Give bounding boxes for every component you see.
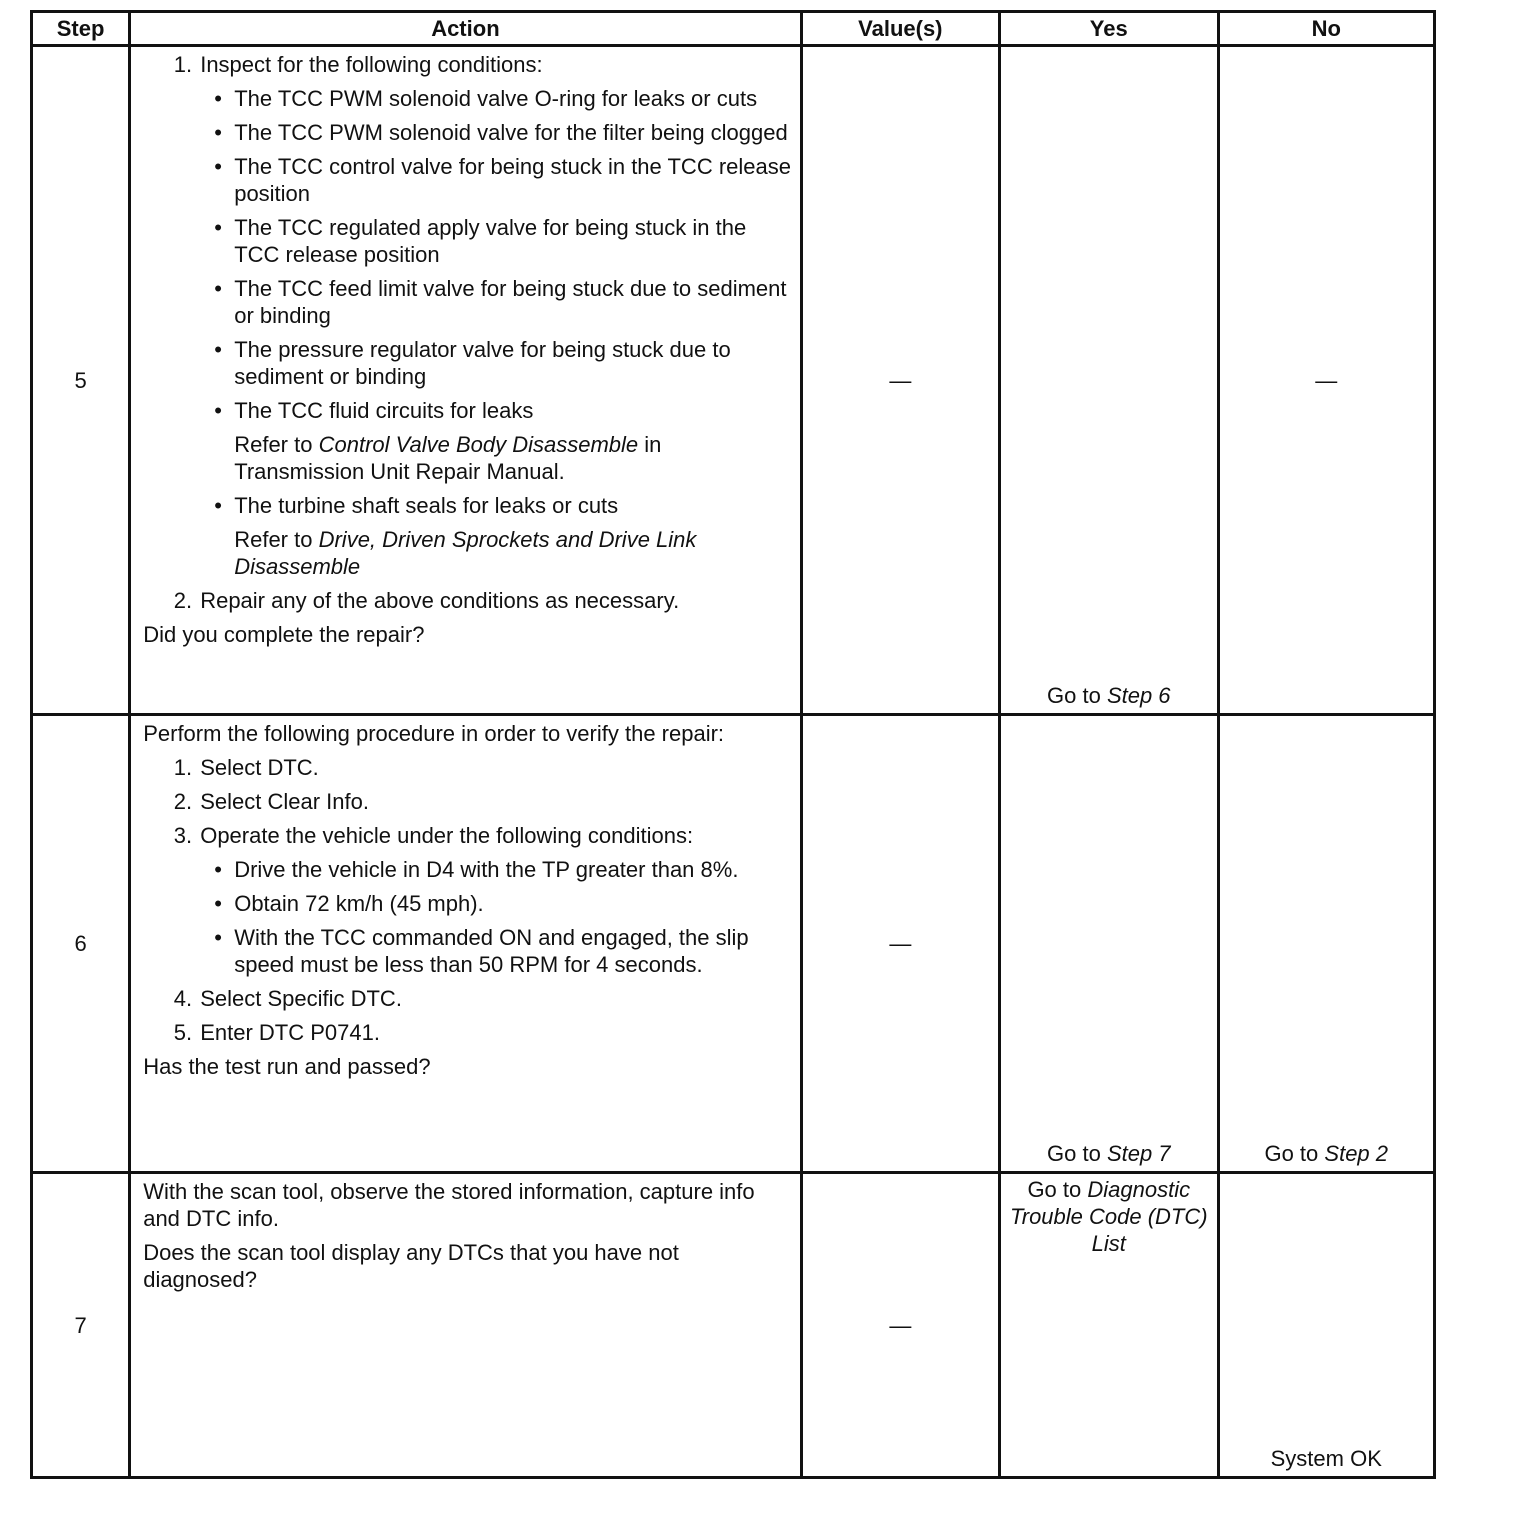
yes-cell bbox=[1000, 46, 1218, 715]
list-item: • The turbine shaft seals for leaks or cuts bbox=[234, 492, 791, 519]
header-values: Value(s) bbox=[801, 12, 999, 46]
goto-prefix: Go to bbox=[1047, 1141, 1101, 1166]
list-item: 2. Repair any of the above conditions as necessary. bbox=[198, 587, 791, 614]
list-item: • With the TCC commanded ON and engaged, the slip speed must be less than 50 RPM for 4 seconds. bbox=[234, 924, 791, 978]
value-dash: — bbox=[889, 1312, 912, 1338]
table-header-row bbox=[32, 12, 1435, 46]
list-item: • The TCC regulated apply valve for being stuck in the TCC release position bbox=[234, 214, 791, 268]
value-cell bbox=[801, 1173, 999, 1478]
dtc-list-link[interactable]: Diagnostic Trouble Code (DTC) List bbox=[1009, 1177, 1208, 1256]
goto-step-link[interactable]: Step 7 bbox=[1106, 1141, 1171, 1166]
no-cell bbox=[1218, 1173, 1435, 1478]
value-dash: — bbox=[889, 367, 912, 393]
step-number: 5 bbox=[32, 46, 130, 715]
list-item: 2. Select Clear Info. bbox=[198, 788, 791, 815]
list-item: • The TCC PWM solenoid valve for the filter being clogged bbox=[234, 119, 791, 146]
list-item: • The TCC control valve for being stuck in the TCC release position bbox=[234, 153, 791, 207]
condition-list bbox=[200, 492, 791, 519]
list-item: • The pressure regulator valve for being stuck due to sediment or binding bbox=[234, 336, 791, 390]
yes-cell bbox=[1000, 715, 1218, 1173]
list-item bbox=[198, 822, 791, 978]
reference-note bbox=[234, 526, 791, 580]
header-action: Action bbox=[130, 12, 801, 46]
no-dash: — bbox=[1315, 367, 1338, 393]
goto-prefix: Go to bbox=[1027, 1177, 1082, 1202]
question-text: Did you complete the repair? bbox=[143, 622, 425, 647]
header-yes: Yes bbox=[1000, 12, 1218, 46]
condition-list bbox=[200, 856, 791, 978]
yes-cell bbox=[1000, 1173, 1218, 1478]
no-cell bbox=[1218, 715, 1435, 1173]
inspect-intro: Inspect for the following conditions: bbox=[200, 52, 543, 77]
goto-step-link[interactable]: Step 2 bbox=[1324, 1141, 1389, 1166]
value-dash: — bbox=[889, 931, 912, 956]
action-cell bbox=[130, 46, 801, 715]
refer-prefix: Refer to bbox=[234, 432, 313, 457]
value-cell bbox=[801, 46, 999, 715]
diagnostic-table bbox=[30, 10, 1436, 1479]
list-item bbox=[198, 51, 791, 580]
list-item: 5. Enter DTC P0741. bbox=[198, 1019, 791, 1046]
goto-step-link[interactable]: Step 6 bbox=[1106, 683, 1171, 708]
operate-step: Operate the vehicle under the following conditions: bbox=[200, 823, 694, 848]
question-text: Has the test run and passed? bbox=[143, 1054, 431, 1079]
list-item: • Obtain 72 km/h (45 mph). bbox=[234, 890, 791, 917]
question-text: Does the scan tool display any DTCs that you have not diagnosed? bbox=[143, 1240, 679, 1292]
reference-link[interactable]: Drive, Driven Sprockets and Drive Link Disassemble bbox=[234, 527, 697, 579]
value-cell bbox=[801, 715, 999, 1173]
refer-prefix: Refer to bbox=[234, 527, 313, 552]
condition-list bbox=[200, 85, 791, 424]
header-step: Step bbox=[32, 12, 130, 46]
reference-note bbox=[234, 431, 791, 485]
list-item: 1. Select DTC. bbox=[198, 754, 791, 781]
goto-prefix: Go to bbox=[1264, 1141, 1319, 1166]
no-cell bbox=[1218, 46, 1435, 715]
procedure-list bbox=[143, 51, 791, 614]
list-item: • The TCC PWM solenoid valve O-ring for leaks or cuts bbox=[234, 85, 791, 112]
list-item: • Drive the vehicle in D4 with the TP greater than 8%. bbox=[234, 856, 791, 883]
action-cell bbox=[130, 1173, 801, 1478]
goto-prefix: Go to bbox=[1047, 683, 1101, 708]
procedure-list bbox=[143, 754, 791, 1046]
reference-link[interactable]: Control Valve Body Disassemble bbox=[318, 432, 639, 457]
list-item: 4. Select Specific DTC. bbox=[198, 985, 791, 1012]
list-item: • The TCC feed limit valve for being stuck due to sediment or binding bbox=[234, 275, 791, 329]
step-number: 7 bbox=[32, 1173, 130, 1478]
header-no: No bbox=[1218, 12, 1435, 46]
table-row-step-5 bbox=[32, 46, 1435, 715]
procedure-intro: Perform the following procedure in order to verify the repair: bbox=[143, 721, 725, 746]
action-cell bbox=[130, 715, 801, 1173]
step-number: 6 bbox=[32, 715, 130, 1173]
list-item: • The TCC fluid circuits for leaks bbox=[234, 397, 791, 424]
refer-suffix: in Transmission Unit Repair Manual. bbox=[234, 432, 662, 484]
system-ok-text: System OK bbox=[1270, 1446, 1382, 1471]
scan-instruction: With the scan tool, observe the stored information, capture info and DTC info. bbox=[143, 1179, 755, 1231]
table-row-step-6 bbox=[32, 715, 1435, 1173]
table-row-step-7 bbox=[32, 1173, 1435, 1478]
